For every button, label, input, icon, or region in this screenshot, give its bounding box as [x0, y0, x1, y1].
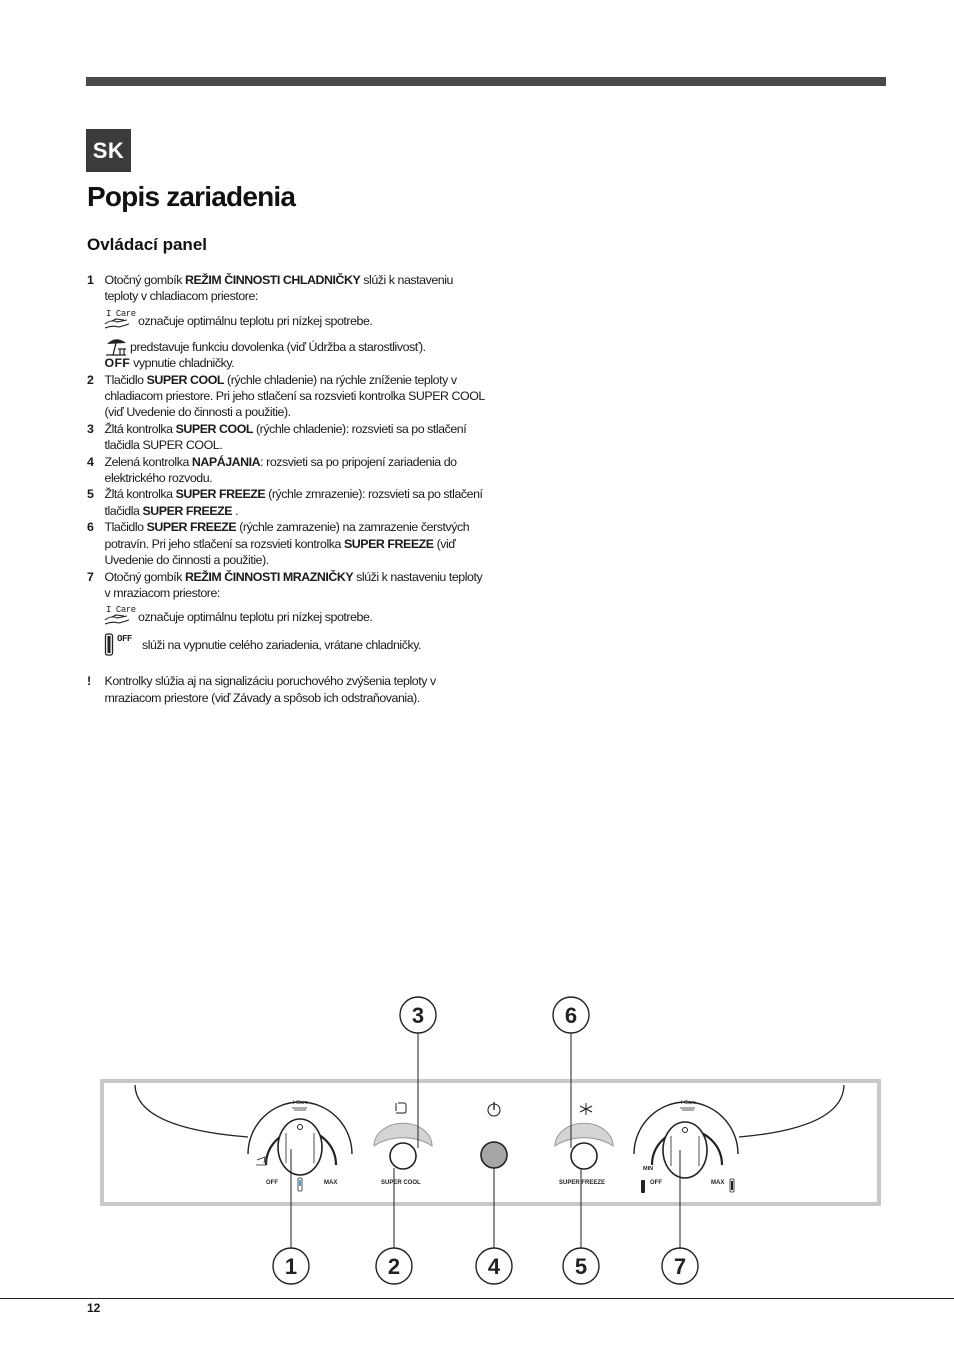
off-thermometer-icon	[104, 632, 142, 662]
icare-small-label: I Care	[681, 1100, 696, 1106]
section-title: Ovládací panel	[87, 235, 207, 254]
item-text: (rýchle chladenie) na rýchle zníženie teploty v chladiacom priestore. Pri jeho stlačení sa rozsvieti kontrolka SUPER COOL (viď Uvedenie do činnosti a použitie).	[104, 372, 485, 420]
icare-small-label: I Care	[293, 1100, 308, 1106]
snowflake-icon	[580, 1103, 592, 1115]
off-text: vypnutie chladničky.	[130, 356, 235, 371]
off-icon-label: OFF	[117, 634, 132, 645]
icare-icon-label: I Care	[106, 308, 136, 319]
super-freeze-button	[571, 1143, 597, 1169]
icare-text: označuje optimálnu teplotu pri nízkej spotrebe.	[138, 610, 373, 625]
off-label: OFF	[104, 356, 131, 371]
page-number: 12	[87, 1301, 101, 1315]
power-indicator	[481, 1102, 507, 1168]
item-text: (rýchle zmrazenie): rozsvieti sa po stlačení tlačidla	[104, 487, 483, 518]
panel-curve-right	[739, 1085, 844, 1137]
icare-line-fridge	[87, 308, 487, 335]
item-text: Zelená kontrolka	[104, 454, 192, 469]
control-panel-description	[87, 272, 487, 706]
callout-3	[400, 997, 436, 1033]
item-bold: REŽIM ČINNOSTI MRAZNIČKY	[184, 569, 354, 584]
warning-text: Kontrolky slúžia aj na signalizáciu poruchového zvýšenia teploty v mraziacom priestore (viď Závady a spôsob ich odstraňovania).	[104, 674, 436, 705]
list-item-3	[87, 421, 487, 454]
list-item-2	[87, 372, 487, 421]
item-bold: NAPÁJANIA	[191, 454, 261, 469]
item-bold: SUPER FREEZE	[175, 487, 266, 502]
item-number: 5	[87, 487, 94, 502]
item-number: 7	[87, 569, 94, 584]
callout-6	[553, 997, 589, 1033]
knob-max-label: MAX	[711, 1180, 725, 1186]
item-bold: SUPER COOL	[146, 372, 225, 387]
super-cool-label: SUPER COOL	[381, 1180, 421, 1186]
icare-line-freezer	[87, 605, 487, 631]
super-cool-button	[390, 1143, 416, 1169]
svg-text:5: 5	[574, 1254, 588, 1279]
item-text: : rozsvieti sa po pripojení zariadenia do elektrického rozvodu.	[104, 454, 457, 486]
fridge-thermostat-knob	[248, 1100, 352, 1191]
bottom-rule	[0, 1298, 954, 1299]
off-text: slúži na vypnutie celého zariadenia, vrátane chladničky.	[142, 638, 422, 653]
warning-mark: !	[87, 674, 91, 689]
callout-2	[376, 1248, 412, 1284]
item-text: Tlačidlo	[104, 372, 147, 387]
list-item-1	[87, 272, 487, 305]
item-text: slúži k nastaveniu teploty v mraziacom priestore:	[104, 569, 483, 600]
item-bold: SUPER COOL	[175, 421, 254, 436]
top-rule	[86, 77, 886, 86]
callout-4	[476, 1248, 512, 1284]
item-bold: SUPER FREEZE	[146, 520, 237, 535]
super-cool-icon	[396, 1103, 406, 1113]
item-bold: SUPER FREEZE	[142, 503, 233, 518]
svg-text:2: 2	[387, 1254, 401, 1279]
list-item-7	[87, 569, 487, 602]
holiday-umbrella-icon	[256, 1157, 266, 1165]
callout-1	[273, 1248, 309, 1284]
knob-off-label: OFF	[266, 1180, 278, 1186]
item-text: Otočný gombík	[104, 273, 185, 287]
super-freeze-control	[555, 1103, 613, 1186]
control-panel-diagram	[0, 990, 954, 1295]
item-number: 3	[87, 421, 94, 436]
svg-text:7: 7	[673, 1254, 687, 1279]
list-item-6	[87, 519, 487, 568]
svg-text:3: 3	[411, 1003, 425, 1028]
icare-icon	[104, 307, 136, 335]
off-line-freezer	[87, 634, 487, 659]
item-text: Žltá kontrolka	[104, 487, 176, 502]
super-cool-control	[374, 1103, 432, 1186]
item-bold: REŽIM ČINNOSTI CHLADNIČKY	[184, 273, 361, 287]
item-text: Žltá kontrolka	[104, 421, 176, 436]
item-text: (rýchle zamrazenie) na zamrazenie čerstvých potravín. Pri jeho stlačení sa rozsvieti kontrolka	[104, 520, 470, 551]
icare-icon-label: I Care	[106, 605, 136, 616]
item-text: (viď Uvedenie do činnosti a použitie).	[104, 536, 456, 568]
item-bold: SUPER FREEZE	[343, 536, 434, 551]
super-freeze-label: SUPER FREEZE	[559, 1180, 606, 1186]
knob-max-label: MAX	[324, 1180, 338, 1186]
off-line-fridge	[87, 355, 487, 371]
svg-text:1: 1	[284, 1254, 298, 1279]
callout-7	[662, 1248, 698, 1284]
item-text: Tlačidlo	[104, 520, 147, 535]
panel-curve-left	[135, 1085, 248, 1137]
callout-5	[563, 1248, 599, 1284]
item-text: (rýchle chladenie): rozsvieti sa po stlačení tlačidla SUPER COOL.	[104, 421, 467, 453]
item-number: 6	[87, 520, 94, 535]
item-text: slúži k nastaveniu teploty v chladiacom priestore:	[104, 273, 453, 304]
item-text: Otočný gombík	[104, 569, 185, 584]
knob-min-label: MIN	[643, 1166, 654, 1172]
item-text: .	[232, 503, 239, 518]
item-number: 2	[87, 372, 94, 387]
icare-icon	[104, 603, 136, 631]
svg-text:4: 4	[487, 1254, 501, 1279]
leader-lines	[291, 1032, 680, 1248]
holiday-text: predstavuje funkciu dovolenka (viď Údržba a starostlivosť).	[130, 339, 426, 354]
page-title: Popis zariadenia	[87, 181, 296, 212]
list-item-5	[87, 486, 487, 519]
svg-text:6: 6	[564, 1003, 578, 1028]
holiday-line	[87, 339, 487, 355]
item-number: 1	[87, 273, 94, 287]
knob-off-label: OFF	[650, 1180, 662, 1186]
language-badge: SK	[86, 129, 131, 172]
warning-note	[87, 673, 487, 706]
item-number: 4	[87, 454, 94, 469]
thermometer-icon	[641, 1180, 645, 1193]
freezer-thermostat-knob	[634, 1100, 738, 1193]
power-led	[481, 1142, 507, 1168]
icare-text: označuje optimálnu teplotu pri nízkej spotrebe.	[138, 313, 373, 328]
list-item-4	[87, 454, 487, 487]
